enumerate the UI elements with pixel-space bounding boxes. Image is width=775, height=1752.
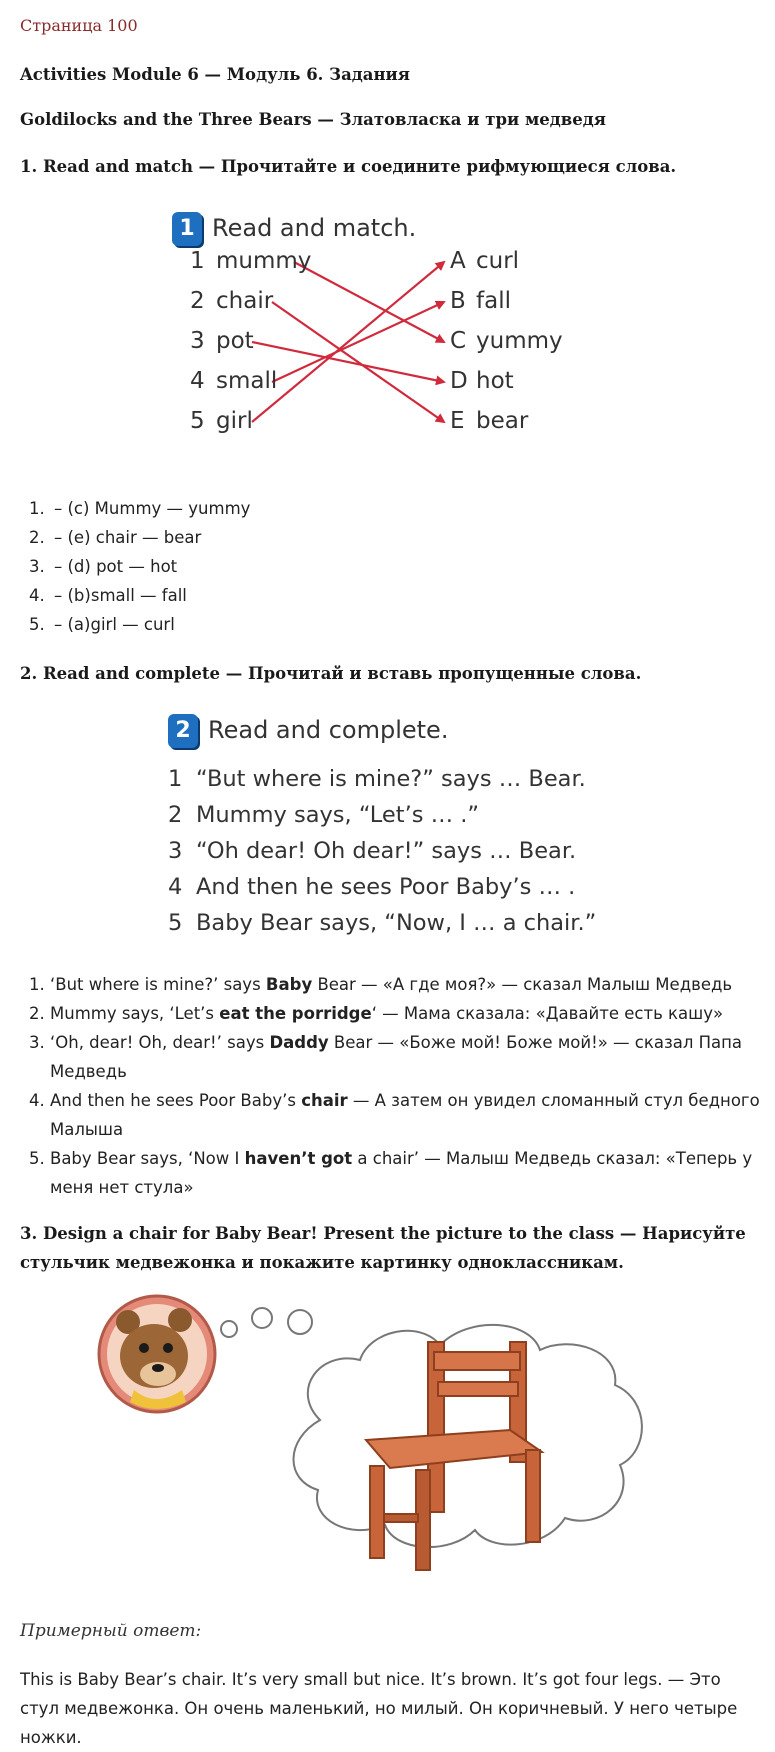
answer-item: 2. Mummy says, ‘Let’s eat the porridge‘ — Мама сказала: «Давайте есть кашу»	[50, 999, 760, 1028]
match-left-item: 5 girl	[190, 408, 253, 434]
match-line	[272, 302, 444, 422]
bear-face-icon	[99, 1296, 215, 1412]
complete-line: 3 “Oh dear! Oh dear!” says … Bear.	[168, 838, 577, 864]
match-line	[272, 302, 444, 382]
answer-item: 1. ‘But where is mine?’ says Baby Bear — «А где моя?» — сказал Малыш Медведь	[50, 970, 760, 999]
answer-item: 4. And then he sees Poor Baby’s chair — А затем он увидел сломанный стул бедного Малыша	[50, 1086, 760, 1144]
sample-answer-label: Примерный ответ:	[20, 1621, 202, 1641]
exercise-title: Read and match.	[212, 214, 417, 242]
exercise-number-badge: 1	[172, 212, 202, 246]
match-right-item: B fall	[450, 288, 511, 314]
match-right-item: A curl	[450, 248, 520, 274]
module-heading: Activities Module 6 — Модуль 6. Задания	[20, 65, 410, 84]
match-left-item: 3 pot	[190, 328, 254, 354]
match-left-item: 2 chair	[190, 288, 274, 314]
complete-line: 5 Baby Bear says, “Now, I … a chair.”	[168, 910, 597, 936]
match-line	[294, 262, 444, 342]
answer-item: 1. – (c) Mummy — yummy	[50, 494, 250, 523]
answer-item: 5. – (a)girl — curl	[50, 610, 250, 639]
answer-item: 5. Baby Bear says, ‘Now I haven’t got a chair’ — Малыш Медведь сказал: «Теперь у меня нет стула»	[50, 1144, 760, 1202]
complete-line: 4 And then he sees Poor Baby’s … .	[168, 874, 576, 900]
exercise-number-badge: 2	[168, 714, 198, 748]
complete-line: 2 Mummy says, “Let’s … .”	[168, 802, 480, 828]
exercise-3-heading: 3. Design a chair for Baby Bear! Present the picture to the class — Нарисуйте стульчик медвежонка и покажите картинку одноклассникам.	[20, 1224, 746, 1272]
match-right-item: E bear	[450, 408, 529, 434]
exercise-3-illustration	[90, 1290, 690, 1590]
sample-answer-text: This is Baby Bear’s chair. It’s very small but nice. It’s brown. It’s got four legs. — Это стул медвежонка. Он очень маленький, но милый. Он коричневый. У него четыре ножки.	[20, 1670, 738, 1747]
answer-item: 3. – (d) pot — hot	[50, 552, 250, 581]
exercise-2-answers	[20, 970, 760, 1202]
exercise-1-heading: 1. Read and match — Прочитайте и соедините рифмующиеся слова.	[20, 157, 677, 176]
answer-item: 2. – (e) chair — bear	[50, 523, 250, 552]
exercise-1-image	[172, 198, 592, 468]
match-line	[252, 262, 444, 422]
story-heading: Goldilocks and the Three Bears — Златовласка и три медведя	[20, 110, 606, 129]
match-left-item: 1 mummy	[190, 248, 312, 274]
match-right-item: D hot	[450, 368, 514, 394]
match-right-item: C yummy	[450, 328, 563, 354]
exercise-title: Read and complete.	[208, 716, 449, 744]
exercise-1-answers	[20, 494, 250, 639]
page-label: Страница 100	[20, 16, 138, 35]
answer-item: 4. – (b)small — fall	[50, 581, 250, 610]
match-left-item: 4 small	[190, 368, 278, 394]
complete-line: 1 “But where is mine?” says … Bear.	[168, 766, 586, 792]
exercise-2-heading: 2. Read and complete — Прочитай и вставь пропущенные слова.	[20, 664, 642, 683]
answer-item: 3. ‘Oh, dear! Oh, dear!’ says Daddy Bear — «Боже мой! Боже мой!» — сказал Папа Медведь	[50, 1028, 760, 1086]
exercise-2-image	[168, 706, 628, 946]
match-line	[252, 342, 444, 382]
